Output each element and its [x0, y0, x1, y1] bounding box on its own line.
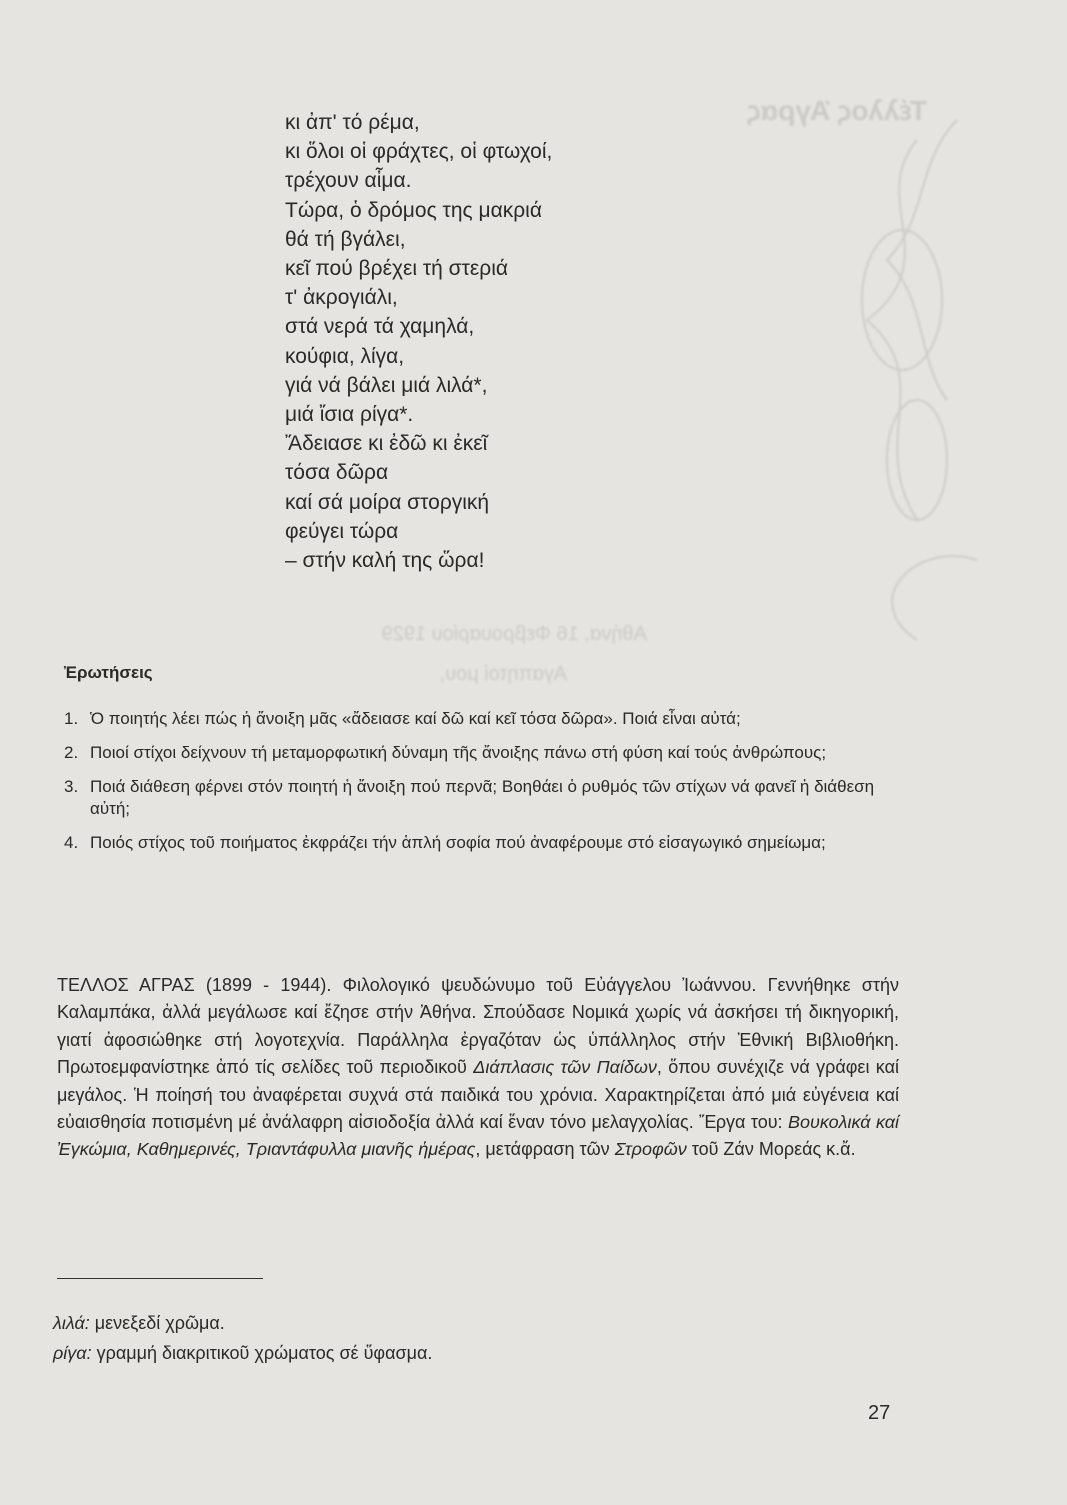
question-item [64, 776, 910, 820]
question-number: 3. [64, 777, 79, 796]
bio-periodical-title: Διάπλασις τῶν Παίδων [473, 1057, 657, 1078]
poem-line: στά νερά τά χαμηλά, [285, 315, 475, 339]
bio-works-titles: Βουκολικά καί Ἐγκώμια, Καθημερινές, Τριαντάφυλλα μιανῆς ἡμέρας [57, 1112, 899, 1160]
footnote-definition: γραμμή διακριτικοῦ χρώματος σέ ὕφασμα. [91, 1343, 433, 1363]
poem-line: κι ὅλοι οἱ φράχτες, οἱ φτωχοί, [285, 140, 553, 164]
bio-text: ΤΕΛΛΟΣ ΑΓΡΑΣ (1899 - 1944). Φιλολογικό ψευδώνυμο τοῦ Εὐάγγελου Ἰωάννου. Γεννήθηκε στήν Καλαμπάκα, ἀλλά μεγάλωσε καί ἔζησε στήν Ἀθήνα. Σπούδασε Νομικά χωρίς νά ἀσκήσει τή δικηγορική, γιατί ἀφοσιώθηκε στή λογοτεχνία. Παράλληλα ἐργαζόταν ὡς ὑπάλληλος στήν Ἐθνική Βιβλιοθήκη. Πρωτοεμφανίστηκε ἀπό τίς σελίδες τοῦ περιοδικοῦ [57, 975, 899, 1078]
question-number: 4. [64, 833, 79, 852]
footnote-definition: μενεξεδί χρῶμα. [89, 1313, 225, 1333]
question-item [64, 742, 910, 764]
poem-line: τ' ἀκρογιάλι, [285, 286, 398, 310]
poem-line: κι ἀπ' τό ρέμα, [285, 111, 420, 134]
footnote-item [53, 1338, 432, 1368]
poem-line: μιά ἴσια ρίγα*. [285, 403, 414, 427]
question-text: Ποιός στίχος τοῦ ποιήματος ἐκφράζει τήν ἁπλή σοφία πού ἀναφέρουμε στό εἰσαγωγικό σημείωμα; [90, 833, 826, 852]
author-biography [57, 972, 899, 1164]
bio-text: τοῦ Ζάν Μορεάς κ.ἄ. [686, 1139, 856, 1160]
question-item [64, 832, 910, 854]
question-text: Ὁ ποιητής λέει πώς ἡ ἄνοιξη μᾶς «ἄδειασε καί δῶ καί κεῖ τόσα δῶρα». Ποιά εἶναι αὐτά; [90, 709, 741, 728]
footnote-item [53, 1308, 432, 1338]
bio-text: , μετάφραση τῶν [475, 1139, 615, 1160]
questions-heading: Ἐρωτήσεις [64, 663, 153, 682]
poem-line: Τώρα, ὁ δρόμος της μακριά [285, 198, 542, 222]
poem-line: καί σά μοίρα στοργική [285, 490, 490, 514]
question-item [64, 708, 910, 730]
question-text: Ποιά διάθεση φέρνει στόν ποιητή ἡ ἄνοιξη πού περνᾶ; Βοηθάει ὁ ρυθμός τῶν στίχων νά φανεῖ ἡ διάθεση αὐτή; [90, 777, 875, 818]
question-number: 1. [64, 709, 79, 728]
poem-line: τρέχουν αἷμα. [285, 169, 412, 193]
poem-line: τόσα δῶρα [285, 461, 389, 485]
footnotes [53, 1308, 432, 1368]
questions-list [64, 708, 910, 866]
bleed-date: Αθήνα, 16 Φεβρουαρίου 1929 [381, 623, 647, 645]
poem-line: κούφια, λίγα, [285, 344, 405, 368]
footnote-term: ρίγα: [53, 1343, 92, 1363]
bleed-greeting: Αγαπητοί μου, [439, 663, 567, 685]
poem-line: Ἄδειασε κι ἐδῶ κι ἐκεῖ [285, 432, 488, 456]
page-number: 27 [868, 1402, 891, 1424]
bio-text: , ὅπου συνέχιζε νά γράφει καί μεγάλος. Ἡ ποίησή του ἀναφέρεται συχνά στά παιδικά του χρόνια. Χαρακτηρίζεται ἀπό μιά εὐγένεια καί εὐαισθησία ποτισμένη μέ ἀνάλαφρη αἰσιοδοξία ἀλλά καί ἕναν τόνο μελαγχολίας. Ἔργα του: [57, 1057, 899, 1133]
poem-line: – στήν καλή της ὥρα! [285, 549, 485, 573]
question-number: 2. [64, 743, 79, 762]
poem-line: γιά νά βάλει μιά λιλά*, [285, 373, 488, 397]
footnote-term: λιλά: [53, 1313, 90, 1333]
poem-line: κεῖ πού βρέχει τή στεριά [285, 257, 509, 281]
poem-line: φεύγει τώρα [285, 519, 399, 543]
poem-block [285, 108, 725, 575]
bleed-heading: Τέλλος Άγρας [746, 95, 927, 126]
footnote-divider [57, 1278, 263, 1279]
poem-line: θά τή βγάλει, [285, 227, 406, 251]
bio-translated-work: Στροφῶν [614, 1139, 687, 1160]
question-text: Ποιοί στίχοι δείχνουν τή μεταμορφωτική δύναμη τῆς ἄνοιξης πάνω στή φύση καί τούς ἀνθρώπους; [90, 743, 827, 762]
